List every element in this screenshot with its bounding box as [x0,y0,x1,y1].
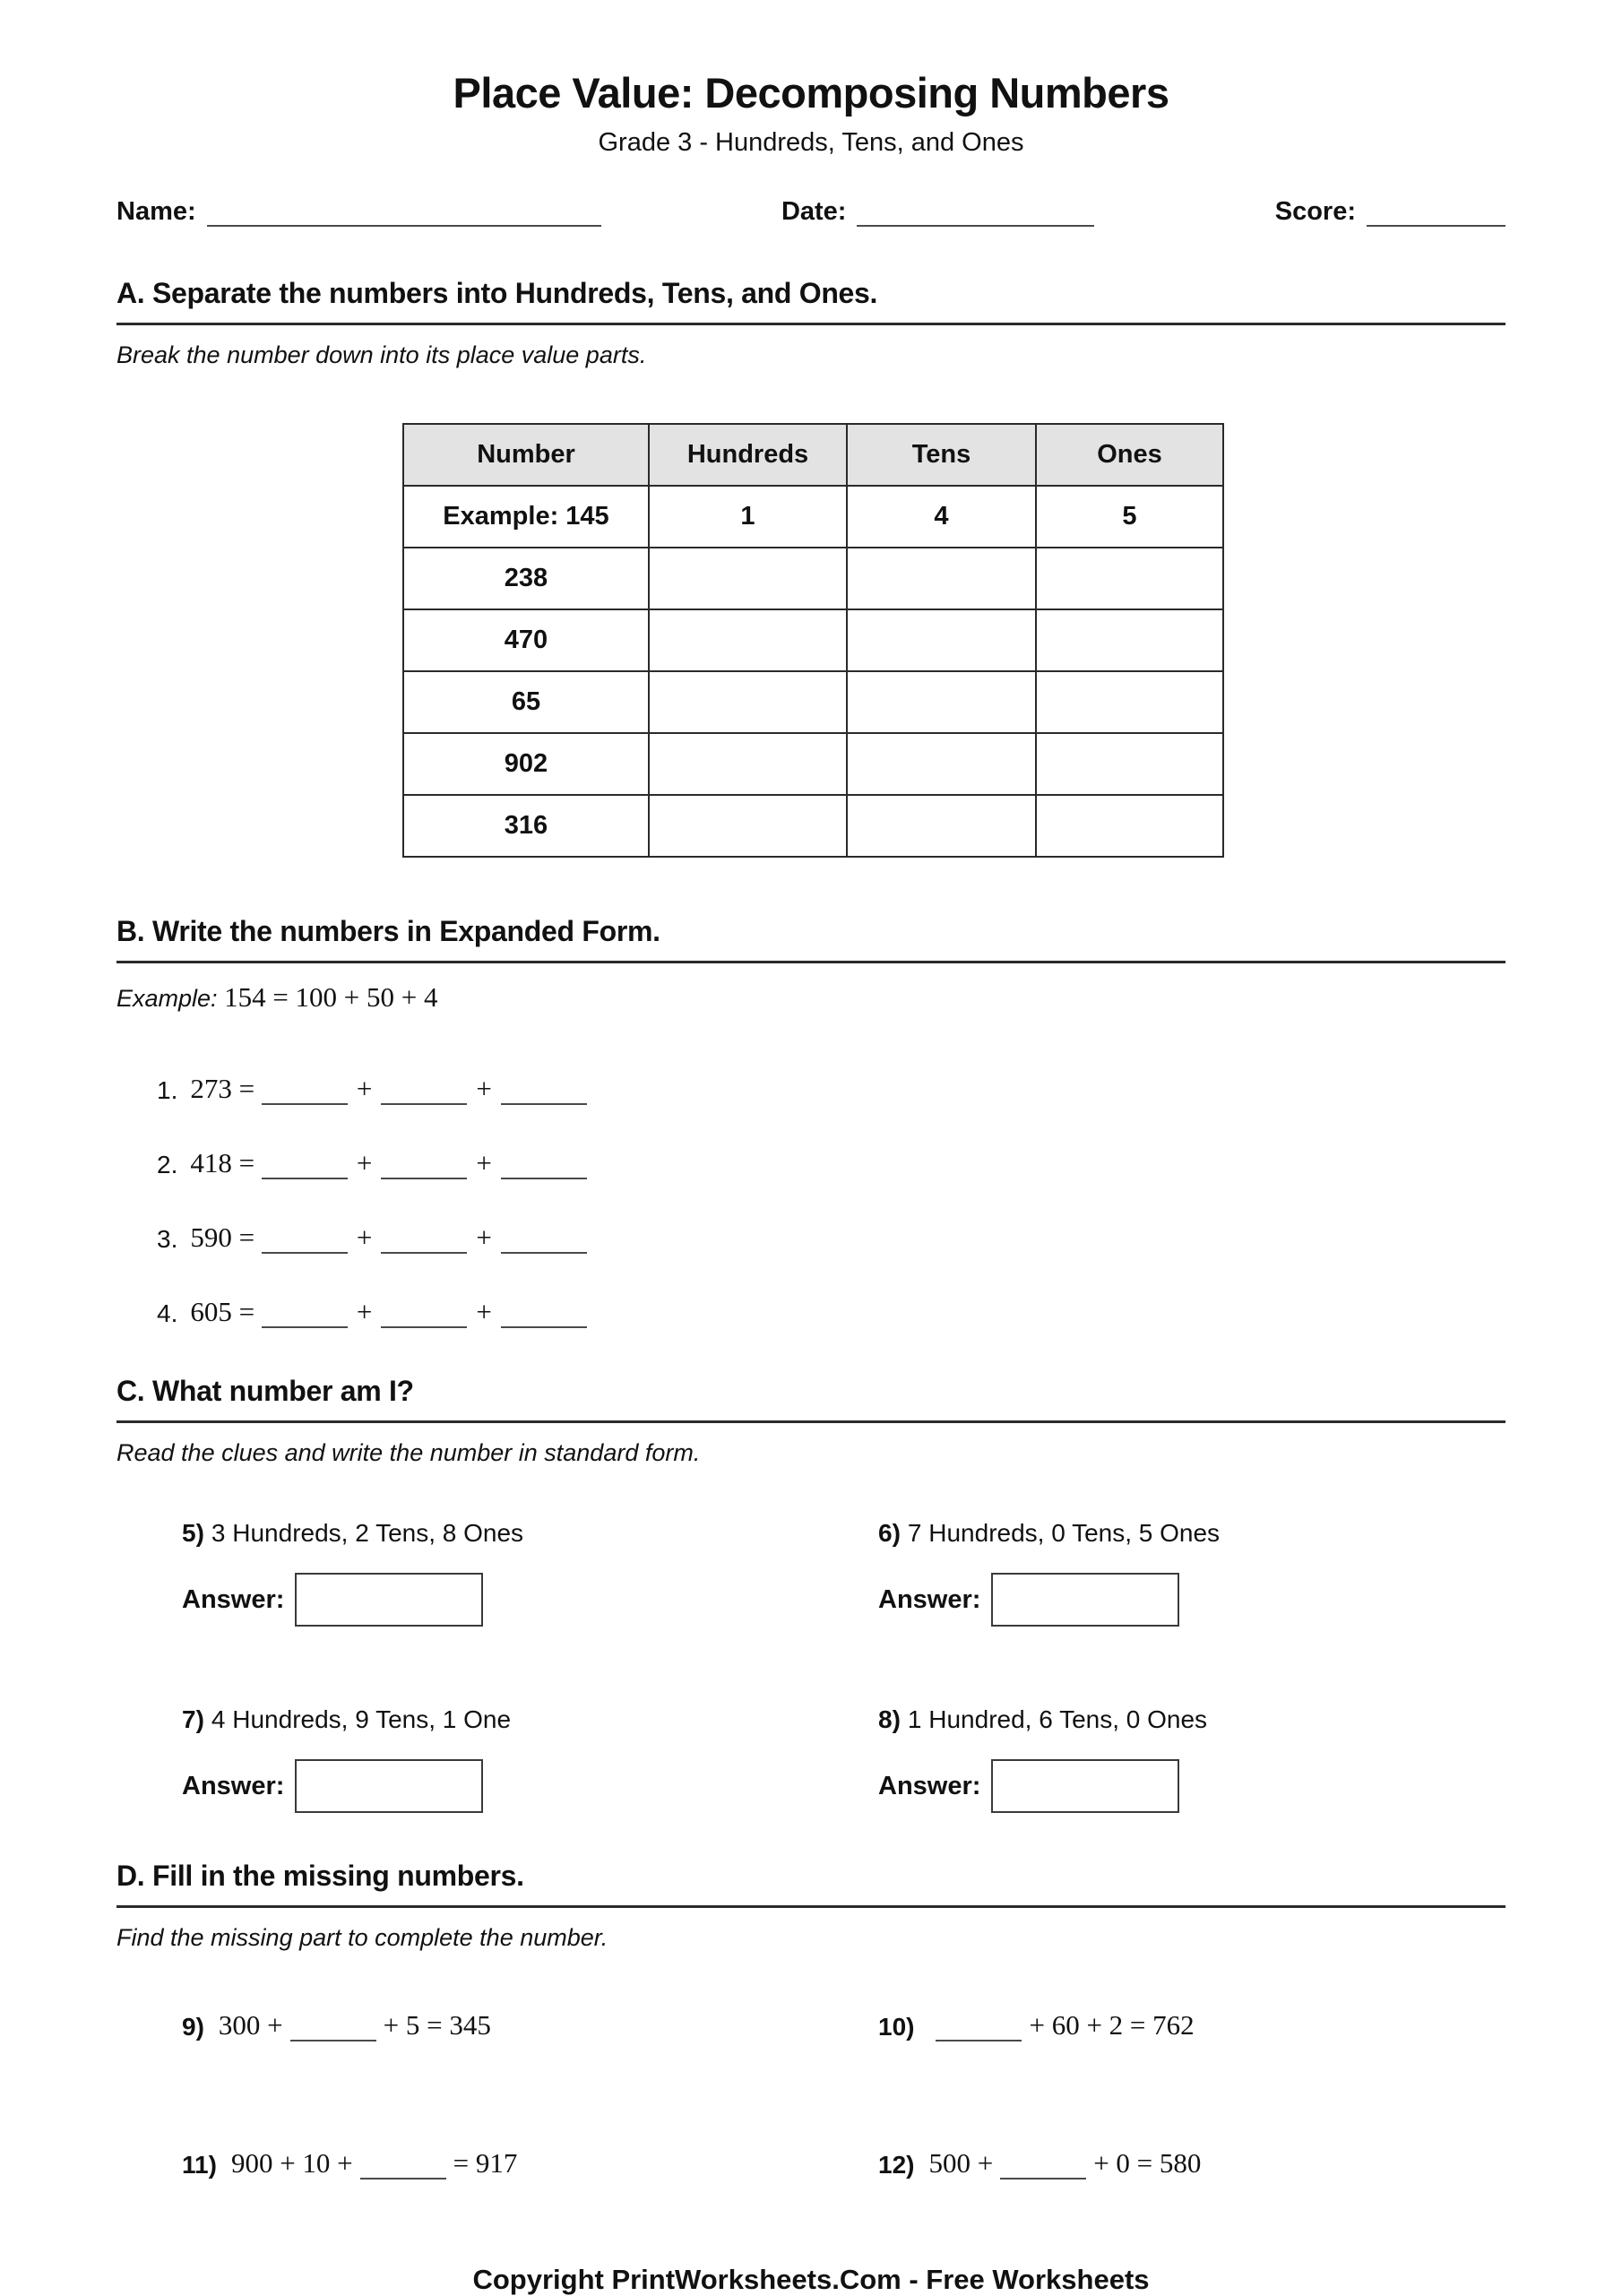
section-a-heading: A. Separate the numbers into Hundreds, Tens, and Ones. [116,277,1506,325]
item-expression: 605 = [190,1296,255,1327]
answer-row [182,1757,878,1815]
section-c-heading: C. What number am I? [116,1375,1506,1423]
hundreds-blank[interactable] [262,1147,348,1179]
table-row [403,486,1223,548]
hundreds-cell[interactable] [649,548,847,609]
answer-row [878,1757,1506,1815]
answer-box[interactable] [295,1573,483,1627]
tens-cell[interactable] [847,733,1036,795]
meta-row [116,197,1506,227]
plus-sign: + [356,1221,373,1253]
item-expression: 418 = [190,1147,255,1178]
plus-sign: + [356,1073,373,1104]
clue-line [878,1705,1506,1734]
expanded-form-item-1 [157,1073,1506,1105]
col-header-ones: Ones [1036,424,1223,486]
number-cell: 65 [403,671,649,733]
equation-post: = 917 [453,2147,518,2179]
plus-sign: + [356,1147,373,1178]
clue-problem-8 [878,1705,1506,1815]
table-row [403,733,1223,795]
hundreds-cell[interactable] [649,609,847,671]
answer-label: Answer: [182,1771,285,1800]
clue-line [878,1519,1506,1548]
name-blank[interactable] [207,198,601,227]
missing-blank[interactable] [1000,2147,1086,2179]
item-expression: 273 = [190,1073,255,1104]
table-row [403,671,1223,733]
col-header-number: Number [403,424,649,486]
page-title: Place Value: Decomposing Numbers [453,69,1169,117]
clue-problems-row-2 [116,1705,1506,1815]
copyright-footer: Copyright PrintWorksheets.Com - Free Worksheets [472,2264,1150,2295]
score-field [1275,197,1506,227]
col-header-hundreds: Hundreds [649,424,847,486]
missing-blank[interactable] [290,2009,376,2041]
tens-cell[interactable] [847,671,1036,733]
date-label: Date: [781,197,847,226]
equation-pre: 500 + [928,2147,994,2179]
missing-blank[interactable] [360,2147,446,2179]
answer-box[interactable] [991,1573,1179,1627]
ones-blank[interactable] [501,1073,587,1105]
place-value-table [402,423,1224,858]
section-a [116,277,1506,858]
clue-problem-5 [182,1519,878,1628]
ones-blank[interactable] [501,1221,587,1254]
section-b-heading: B. Write the numbers in Expanded Form. [116,915,1506,963]
clue-problem-6 [878,1519,1506,1628]
date-field [781,197,1095,227]
answer-label: Answer: [878,1771,981,1800]
section-c [116,1375,1506,1815]
example-label: Example: [116,985,218,1012]
name-field [116,197,601,227]
tens-blank[interactable] [381,1221,467,1254]
item-number: 4. [157,1299,178,1327]
col-header-tens: Tens [847,424,1036,486]
item-expression: 590 = [190,1221,255,1253]
tens-cell: 4 [847,486,1036,548]
section-c-instruction: Read the clues and write the number in standard form. [116,1439,701,1466]
item-number: 1. [157,1076,178,1104]
problem-number: 6) [878,1519,901,1547]
clue-text: 3 Hundreds, 2 Tens, 8 Ones [211,1519,524,1547]
section-d [116,1860,1506,2179]
tens-cell[interactable] [847,795,1036,857]
equation-post: + 0 = 580 [1093,2147,1202,2179]
table-row [403,609,1223,671]
section-b [116,915,1506,1328]
problem-number: 10) [878,2013,915,2041]
tens-cell[interactable] [847,548,1036,609]
problem-number: 8) [878,1705,901,1733]
number-cell: 316 [403,795,649,857]
equation-pre: 900 + 10 + [230,2147,353,2179]
hundreds-blank[interactable] [262,1221,348,1254]
missing-number-problem-11 [182,2147,878,2179]
answer-box[interactable] [991,1759,1179,1813]
answer-row [878,1571,1506,1628]
ones-cell[interactable] [1036,671,1223,733]
expanded-form-list [116,1073,1506,1328]
plus-sign: + [476,1296,492,1327]
section-d-heading: D. Fill in the missing numbers. [116,1860,1506,1908]
problem-number: 9) [182,2013,204,2041]
equation-pre: 300 + [218,2009,283,2041]
answer-row [182,1571,878,1628]
missing-number-problem-10 [878,2009,1506,2041]
tens-blank[interactable] [381,1147,467,1179]
table-row [403,548,1223,609]
missing-blank[interactable] [936,2009,1022,2041]
answer-label: Answer: [878,1584,981,1614]
expanded-form-item-2 [157,1147,1506,1179]
tens-blank[interactable] [381,1296,467,1328]
clue-line [182,1705,878,1734]
score-blank[interactable] [1367,198,1506,227]
number-cell: 902 [403,733,649,795]
ones-cell[interactable] [1036,548,1223,609]
number-cell: 470 [403,609,649,671]
ones-cell[interactable] [1036,733,1223,795]
number-cell: Example: 145 [403,486,649,548]
name-label: Name: [116,197,196,226]
clue-problem-7 [182,1705,878,1815]
problem-number: 7) [182,1705,204,1733]
answer-label: Answer: [182,1584,285,1614]
item-number: 2. [157,1151,178,1178]
hundreds-cell[interactable] [649,795,847,857]
plus-sign: + [476,1073,492,1104]
equation-post: + 5 = 345 [383,2009,491,2041]
missing-number-row-2 [116,2147,1506,2179]
clue-text: 7 Hundreds, 0 Tens, 5 Ones [907,1519,1221,1547]
ones-cell[interactable] [1036,609,1223,671]
plus-sign: + [476,1221,492,1253]
clue-line [182,1519,878,1548]
missing-number-problem-9 [182,2009,878,2041]
clue-problems-row-1 [116,1519,1506,1628]
ones-blank[interactable] [501,1296,587,1328]
ones-cell: 5 [1036,486,1223,548]
ones-blank[interactable] [501,1147,587,1179]
expanded-form-item-3 [157,1221,1506,1254]
date-blank[interactable] [857,198,1094,227]
item-number: 3. [157,1225,178,1253]
hundreds-cell: 1 [649,486,847,548]
score-label: Score: [1274,197,1356,226]
plus-sign: + [476,1147,492,1178]
expanded-form-item-4 [157,1296,1506,1328]
clue-text: 1 Hundred, 6 Tens, 0 Ones [907,1705,1208,1733]
number-cell: 238 [403,548,649,609]
table-header-row [403,424,1223,486]
tens-blank[interactable] [381,1073,467,1105]
ones-cell[interactable] [1036,795,1223,857]
section-b-example [116,981,1506,1014]
table-row [403,795,1223,857]
section-a-instruction: Break the number down into its place value parts. [116,341,647,368]
problem-number: 11) [182,2151,217,2179]
hundreds-blank[interactable] [262,1073,348,1105]
section-d-instruction: Find the missing part to complete the number. [116,1924,608,1951]
clue-text: 4 Hundreds, 9 Tens, 1 One [211,1705,512,1733]
plus-sign: + [356,1296,373,1327]
answer-box[interactable] [295,1759,483,1813]
example-math: 154 = 100 + 50 + 4 [224,981,438,1013]
page-subtitle: Grade 3 - Hundreds, Tens, and Ones [598,128,1024,157]
problem-number: 12) [878,2151,915,2179]
hundreds-cell[interactable] [649,733,847,795]
tens-cell[interactable] [847,609,1036,671]
equation-post: + 60 + 2 = 762 [1029,2009,1195,2041]
problem-number: 5) [182,1519,204,1547]
hundreds-blank[interactable] [262,1296,348,1328]
hundreds-cell[interactable] [649,671,847,733]
missing-number-row-1 [116,2009,1506,2041]
missing-number-problem-12 [878,2147,1506,2179]
